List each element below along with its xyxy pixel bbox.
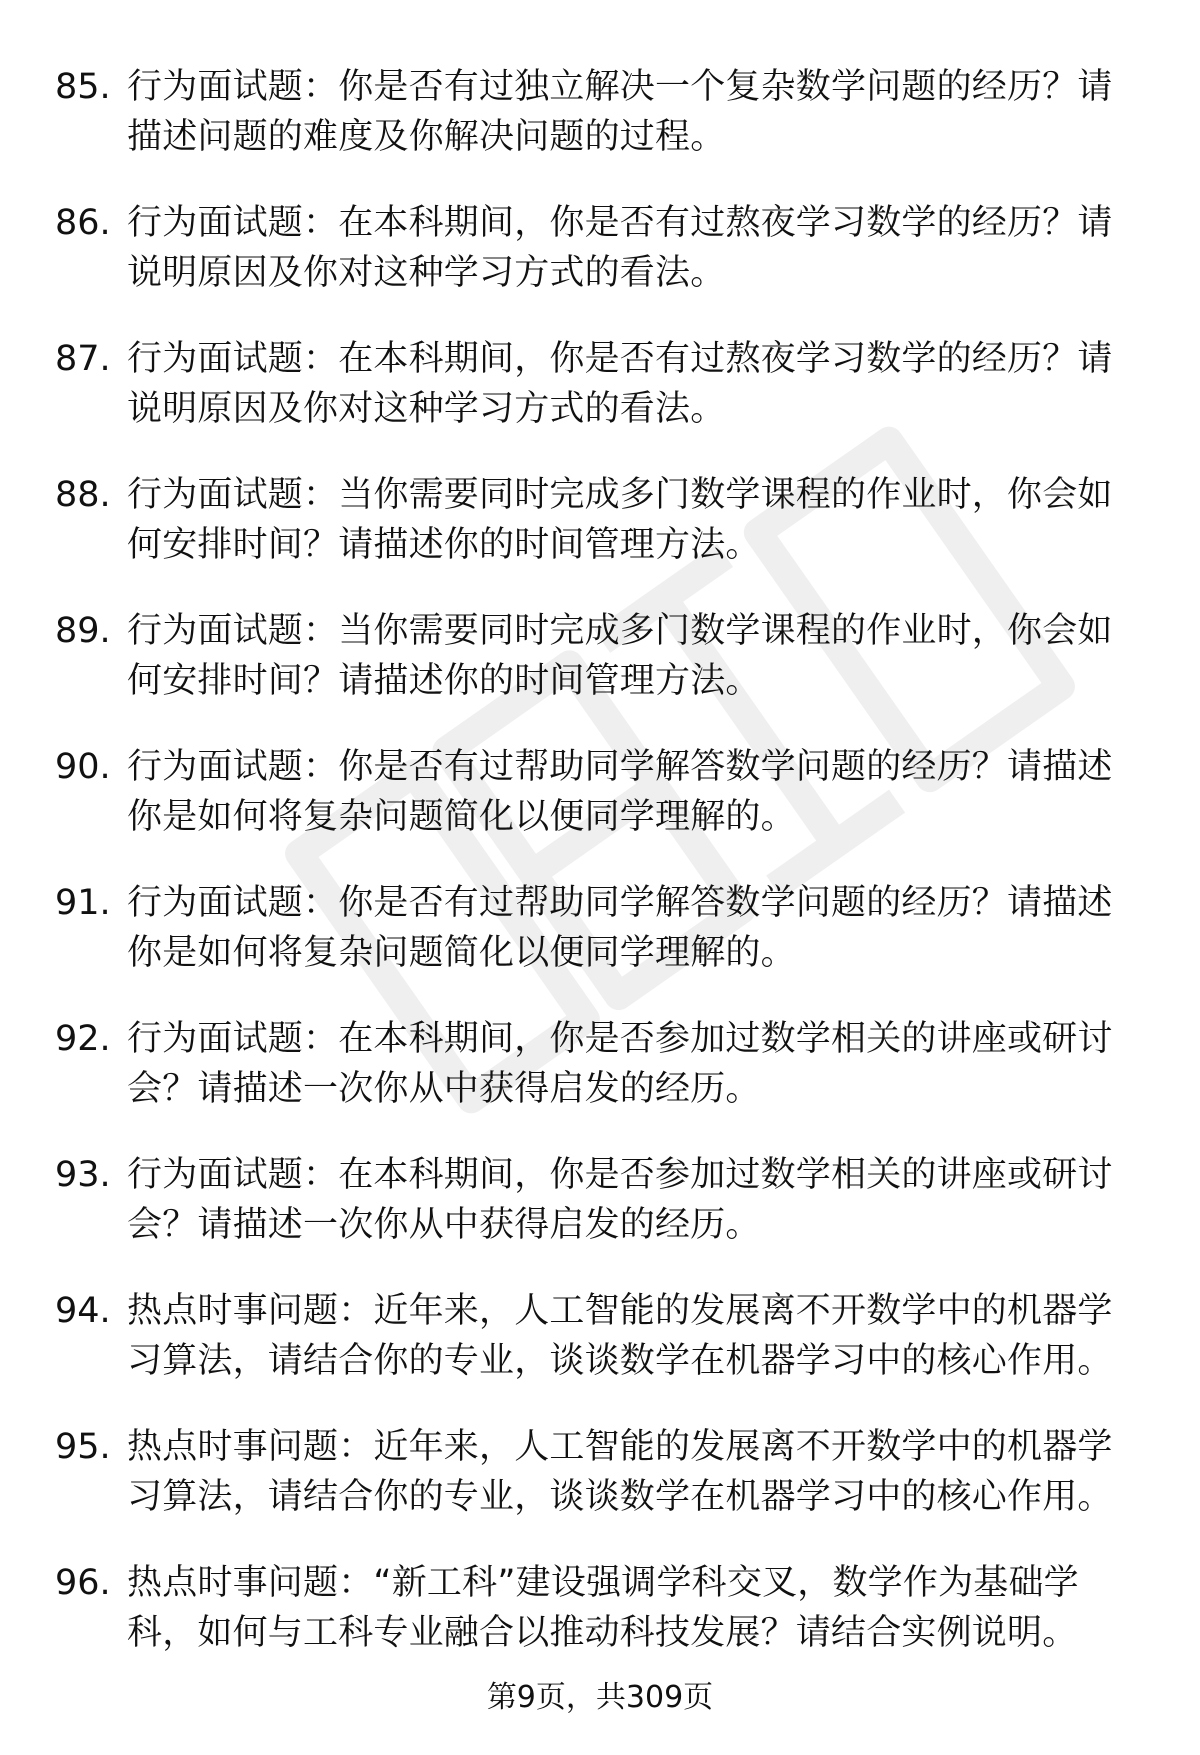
- question-number: 93.: [55, 1155, 111, 1195]
- question-number: 89.: [55, 611, 111, 651]
- list-item: [55, 1558, 1145, 1658]
- list-item: [55, 62, 1145, 162]
- question-number: 95.: [55, 1427, 111, 1467]
- list-item: [55, 470, 1145, 570]
- list-item: [55, 1422, 1145, 1522]
- question-text: 行为面试题：当你需要同时完成多门数学课程的作业时，你会如何安排时间？请描述你的时间管理方法。: [127, 475, 1113, 565]
- question-number: 88.: [55, 475, 111, 515]
- question-number: 90.: [55, 747, 111, 787]
- question-number: 86.: [55, 203, 111, 243]
- question-text: 行为面试题：在本科期间，你是否有过熬夜学习数学的经历？请说明原因及你对这种学习方式的看法。: [127, 339, 1113, 429]
- list-item: [55, 334, 1145, 434]
- list-item: [55, 878, 1145, 978]
- page-footer: 第9页，共309页: [486, 1680, 714, 1715]
- question-text: 行为面试题：你是否有过帮助同学解答数学问题的经历？请描述你是如何将复杂问题简化以便同学理解的。: [127, 883, 1113, 973]
- list-item: [55, 1014, 1145, 1114]
- question-number: 96.: [55, 1563, 111, 1603]
- list-item: [55, 1150, 1145, 1250]
- question-text: 行为面试题：你是否有过帮助同学解答数学问题的经历？请描述你是如何将复杂问题简化以便同学理解的。: [127, 747, 1113, 837]
- question-number: 94.: [55, 1291, 111, 1331]
- question-text: 行为面试题：在本科期间，你是否参加过数学相关的讲座或研讨会？请描述一次你从中获得启发的经历。: [127, 1019, 1113, 1109]
- list-item: [55, 198, 1145, 298]
- question-text: 热点时事问题：近年来，人工智能的发展离不开数学中的机器学习算法，请结合你的专业，谈谈数学在机器学习中的核心作用。: [127, 1427, 1113, 1517]
- list-item: [55, 1286, 1145, 1386]
- question-text: 热点时事问题：近年来，人工智能的发展离不开数学中的机器学习算法，请结合你的专业，谈谈数学在机器学习中的核心作用。: [127, 1291, 1113, 1381]
- list-item: [55, 742, 1145, 842]
- question-text: 行为面试题：在本科期间，你是否有过熬夜学习数学的经历？请说明原因及你对这种学习方式的看法。: [127, 203, 1113, 293]
- question-text: 行为面试题：在本科期间，你是否参加过数学相关的讲座或研讨会？请描述一次你从中获得启发的经历。: [127, 1155, 1113, 1245]
- question-text: 热点时事问题：“新工科”建设强调学科交叉，数学作为基础学科，如何与工科专业融合以推动科技发展？请结合实例说明。: [127, 1563, 1079, 1653]
- question-number: 92.: [55, 1019, 111, 1059]
- question-text: 行为面试题：你是否有过独立解决一个复杂数学问题的经历？请描述问题的难度及你解决问题的过程。: [127, 67, 1113, 157]
- question-number: 91.: [55, 883, 111, 923]
- question-text: 行为面试题：当你需要同时完成多门数学课程的作业时，你会如何安排时间？请描述你的时间管理方法。: [127, 611, 1113, 701]
- list-item: [55, 606, 1145, 706]
- question-number: 85.: [55, 67, 111, 107]
- question-list: [55, 62, 1145, 1694]
- question-number: 87.: [55, 339, 111, 379]
